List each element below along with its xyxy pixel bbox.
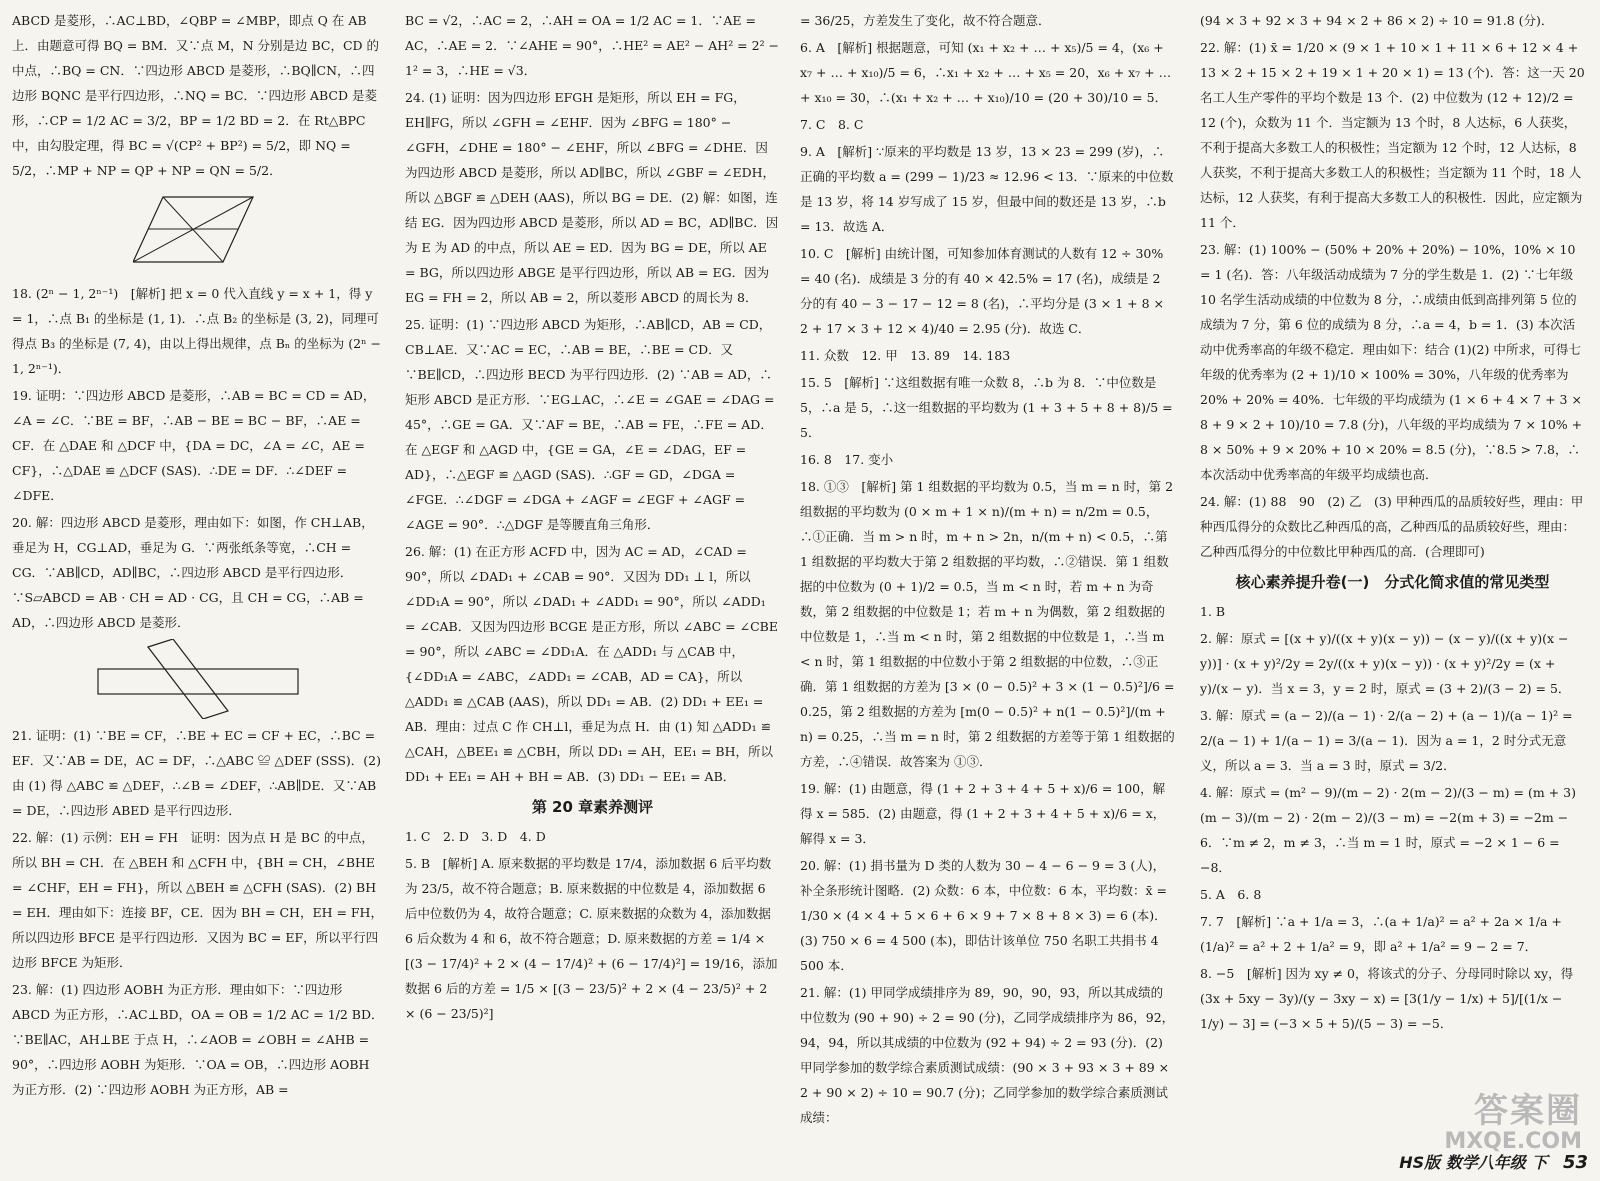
paragraph: 19. 解：(1) 由题意，得 (1 + 2 + 3 + 4 + 5 + x)/6 = 100，解得 x = 585．(2) 由题意，得 (1 + 2 + 3 + 4 + 5 + x)/6 = x，解得 x = 3． bbox=[800, 781, 1166, 846]
paragraph: 2. 解：原式 = [(x + y)/((x + y)(x − y)) − (x − y)/((x + y)(x − y))] · (x + y)²/2y = 2y/((x + y)(x − y)) · (x + y)²/2y = (x + y)/(x − y)．当 x = 3，y = 2 时，原式 = (3 + 2)/(3 − 2) = 5． bbox=[1200, 631, 1571, 696]
paragraph: 21. 证明：(1) ∵BE = CF，∴BE + EC = CF + EC，∴BC = EF．又∵AB = DE，AC = DF，∴△ABC ≌ △DEF (SSS)．(2) 由 (1) 得 △ABC ≌ △DEF，∴∠B = ∠DEF，∴AB∥DE．又∵AB = DE，∴四边形 ABED 是平行四边形． bbox=[12, 728, 381, 818]
paragraph: 16. 8 17. 变小 bbox=[800, 452, 894, 467]
section-title: 核心素养提升卷(一) 分式化简求值的常见类型 bbox=[1235, 573, 1550, 591]
rhombus-figure bbox=[133, 187, 263, 277]
paragraph: 23. 解：(1) 100% − (50% + 20% + 20%) − 10%，10% × 10 = 1 (名)．答：八年级活动成绩为 7 分的学生数是 1．(2) ∵七年级 10 名学生活动成绩的中位数为 8 分，∴成绩由低到高排列第 5 位的成绩为 7 分，第 6 位的成绩为 8 分，∴a = 4，b = 1．(3) 本次活动中优秀率高的年级不稳定．理由如下：结合 (1)(2) 中所求，可得七年级的优秀率为 (2 + 1)/10 × 100% = 30%，八年级的优秀率为 20% + 20% = 40%．七年级的平均成绩为 (1 × 6 + 4 × 7 + 3 × 8 + 9 × 2 + 10)/10 = 7.8 (分)，八年级的平均成绩为 7 × 10% + 8 × 50% + 9 × 20% + 10 × 20% = 8.5 (分)，∵8.5 > 7.8，∴本次活动中优秀率高的年级平均成绩也高． bbox=[1200, 242, 1583, 482]
paragraph: BC = √2，∴AC = 2，∴AH = OA = 1/2 AC = 1．∵AE = AC，∴AE = 2．∵∠AHE = 90°，∴HE² = AE² − AH² = 2² − 1² = 3，∴HE = √3． bbox=[405, 13, 780, 78]
paragraph: 18. (2ⁿ − 1, 2ⁿ⁻¹) [解析] 把 x = 0 代入直线 y = x + 1，得 y = 1，∴点 B₁ 的坐标是 (1, 1)．∴点 B₂ 的坐标是 (3, 2)，同理可得点 B₃ 的坐标是 (7, 4)，由以上得出规律，点 Bₙ 的坐标为 (2ⁿ − 1, 2ⁿ⁻¹)． bbox=[12, 286, 381, 376]
page-footer bbox=[1399, 1150, 1588, 1173]
paragraph: 10. C [解析] 由统计图，可知参加体育测试的人数有 12 ÷ 30% = 40 (名)．成绩是 3 分的有 40 × 42.5% = 17 (名)，成绩是 2 分的有 40 − 3 − 17 − 12 = 8 (名)，∴平均分是 (3 × 1 + 8 × 2 + 17 × 3 + 12 × 4)/40 = 2.95 (分)．故选 C． bbox=[800, 246, 1165, 336]
paragraph: 1. B bbox=[1200, 604, 1226, 619]
paragraph: 26. 解：(1) 在正方形 ACFD 中，因为 AC = AD，∠CAD = 90°，所以 ∠DAD₁ + ∠CAB = 90°．又因为 DD₁ ⊥ l，所以 ∠DD₁A = 90°，所以 ∠DAD₁ + ∠ADD₁ = 90°，所以 ∠ADD₁ = ∠CAB．又因为四边形 BCGE 是正方形，所以 ∠ABC = ∠CBE = 90°，所以 ∠ABC = ∠DD₁A．在 △ADD₁ 与 △CAB 中，{∠DD₁A = ∠ABC，∠ADD₁ = ∠CAB，AD = CA}，所以 △ADD₁ ≌ △CAB (AAS)，所以 DD₁ = AB．(2) DD₁ + EE₁ = AB．理由：过点 C 作 CH⊥l，垂足为点 H．由 (1) 知 △ADD₁ ≌ △CAH，△BEE₁ ≌ △CBH，所以 DD₁ = AH，EE₁ = BH，所以 DD₁ + EE₁ = AH + BH = AB．(3) DD₁ − EE₁ = AB． bbox=[405, 544, 778, 784]
column-2 bbox=[405, 8, 780, 1141]
watermark-line-2: MXQE.COM bbox=[1444, 1128, 1582, 1154]
paragraph: 23. 解：(1) 四边形 AOBH 为正方形．理由如下：∵四边形 ABCD 为正方形，∴AC⊥BD，OA = OB = 1/2 AC = 1/2 BD．∵BE∥AC，AH⊥BE 于点 H，∴∠AOB = ∠OBH = ∠AHB = 90°，∴四边形 AOBH 为矩形．∵OA = OB，∴四边形 AOBH 为正方形．(2) ∵四边形 AOBH 为正方形，AB = bbox=[12, 982, 384, 1097]
section-title: 第 20 章素养测评 bbox=[531, 798, 654, 816]
paragraph: 11. 众数 12. 甲 13. 89 14. 183 bbox=[800, 348, 1011, 363]
paragraph: 8. −5 [解析] 因为 xy ≠ 0，将该式的分子、分母同时除以 xy，得 (3x + 5xy − 3y)/(y − 3xy − x) = [3(1/y − 1/x) + 5]/[(1/x − 1/y) − 3] = (−3 × 5 + 5)/(5 − 3) = −5． bbox=[1200, 966, 1574, 1031]
paragraph: 7. 7 [解析] ∵a + 1/a = 3，∴(a + 1/a)² = a² + 2a × 1/a + (1/a)² = a² + 2 + 1/a² = 9，即 a² + 1/a² = 9 − 2 = 7． bbox=[1200, 914, 1562, 954]
paragraph: ABCD 是菱形，∴AC⊥BD，∠QBP = ∠MBP，即点 Q 在 AB 上．由题意可得 BQ = BM．又∵点 M，N 分别是边 BC，CD 的中点，∴BQ = CN．∵四边形 ABCD 是菱形，∴BQ∥CN，∴四边形 BQNC 是平行四边形，∴NQ = BC．∵四边形 ABCD 是菱形，∴CP = 1/2 AC = 3/2，BP = 1/2 BD = 2．在 Rt△BPC 中，由勾股定理，得 BC = √(CP² + BP²) = 5/2，即 NQ = 5/2，∴MP + NP = QP + NP = QN = 5/2． bbox=[12, 13, 380, 178]
paragraph: 4. 解：原式 = (m² − 9)/(m − 2) · 2(m − 2)/(3 − m) = (m + 3)(m − 3)/(m − 2) · 2(m − 2)/(3 − m) = −2(m + 3) = −2m − 6．∵m ≠ 2，m ≠ 3，∴当 m = 1 时，原式 = −2 × 1 − 6 = −8． bbox=[1200, 785, 1576, 875]
paragraph: 1. C 2. D 3. D 4. D bbox=[405, 829, 546, 844]
column-1 bbox=[12, 8, 384, 1141]
paragraph: 21. 解：(1) 甲同学成绩排序为 89，90，90，93，所以其成绩的中位数为 (90 + 90) ÷ 2 = 90 (分)，乙同学成绩排序为 86，92，94，94，所以其成绩的中位数为 (92 + 94) ÷ 2 = 93 (分)．(2) 甲同学参加的数学综合素质测试成绩：(90 × 3 + 93 × 3 + 89 × 2 + 90 × 2) ÷ 10 = 90.7 (分)；乙同学参加的数学综合素质测试成绩： bbox=[800, 985, 1175, 1125]
watermark bbox=[1444, 1091, 1582, 1154]
paper-strips-figure bbox=[88, 639, 308, 719]
paragraph: 19. 证明：∵四边形 ABCD 是菱形，∴AB = BC = CD = AD，∠A = ∠C．∵BE = BF，∴AB − BE = BC − BF，∴AE = CF．在 △DAE 和 △DCF 中，{DA = DC，∠A = ∠C，AE = CF}，∴△DAE ≌ △DCF (SAS)．∴DE = DF．∴∠DEF = ∠DFE． bbox=[12, 388, 376, 503]
paragraph: 18. ①③ [解析] 第 1 组数据的平均数为 0.5，当 m = n 时，第 2 组数据的平均数为 (0 × m + 1 × n)/(m + n) = n/2m = 0.5，∴①正确．当 m > n 时，m + n > 2n，n/(m + n) < 0.5，∴第 1 组数据的平均数大于第 2 组数据的平均数，∴②错误．第 1 组数据的中位数为 (0 + 1)/2 = 0.5，当 m < n 时，若 m + n 为奇数，第 2 组数据的中位数是 1；若 m + n 为偶数，第 2 组数据的中位数是 1，∴当 m < n 时，第 2 组数据的中位数是 1，∴当 m < n 时，第 1 组数据的中位数小于第 2 组数据的中位数，∴③正确．第 1 组数据的方差为 [3 × (0 − 0.5)² + 3 × (1 − 0.5)²]/6 = 0.25，第 2 组数据的方差为 [m(0 − 0.5)² + n(1 − 0.5)²]/(m + n) = 0.25，∴当 m = n 时，第 2 组数据的方差等于第 1 组数据的方差，∴④错误．故答案为 ①③． bbox=[800, 479, 1175, 769]
paragraph: 7. C 8. C bbox=[800, 117, 864, 132]
watermark-line-1: 答案圈 bbox=[1474, 1091, 1582, 1132]
paragraph: 15. 5 [解析] ∵这组数据有唯一众数 8，∴b 为 8．∵中位数是 5，∴a 是 5，∴这一组数据的平均数为 (1 + 3 + 5 + 8 + 8)/5 = 5． bbox=[800, 375, 1173, 440]
paragraph: = 36/25，方差发生了变化，故不符合题意． bbox=[800, 13, 1051, 28]
paragraph: 22. 解：(1) 示例：EH = FH 证明：因为点 H 是 BC 的中点，所以 BH = CH．在 △BEH 和 △CFH 中，{BH = CH，∠BHE = ∠CHF，EH = FH}，所以 △BEH ≌ △CFH (SAS)．(2) BH = EH．理由如下：连接 BF，CE．因为 BH = CH，EH = FH，所以四边形 BFCE 是平行四边形．又因为 BC = EF，所以平行四边形 BFCE 为矩形． bbox=[12, 830, 383, 970]
paragraph: 24. 解：(1) 88 90 (2) 乙 (3) 甲种西瓜的品质较好些，理由：甲种西瓜得分的众数比乙种西瓜的高，乙种西瓜的品质较好些，理由：乙种西瓜得分的中位数比甲种西瓜的高．(合理即可) bbox=[1200, 494, 1584, 559]
edition-label: HS版 bbox=[1399, 1153, 1441, 1172]
paragraph: 6. A [解析] 根据题意，可知 (x₁ + x₂ + … + x₅)/5 = 4，(x₆ + x₇ + … + x₁₀)/5 = 6，∴x₁ + x₂ + … + x₅ = 20，x₆ + x₇ + … + x₁₀ = 30，∴(x₁ + x₂ + … + x₁₀)/10 = (20 + 30)/10 = 5． bbox=[800, 40, 1172, 105]
paragraph: 20. 解：(1) 捐书量为 D 类的人数为 30 − 4 − 6 − 9 = 3 (人)，补全条形统计图略．(2) 众数：6 本，中位数：6 本，平均数：x̄ = 1/30 × (4 × 4 + 5 × 6 + 6 × 9 + 7 × 8 + 8 × 3) = 6 (本)．(3) 750 × 6 = 4 500 (本)，即估计该单位 750 名职工共捐书 4 500 本． bbox=[800, 858, 1168, 973]
paragraph: 22. 解：(1) x̄ = 1/20 × (9 × 1 + 10 × 1 + 11 × 6 + 12 × 4 + 13 × 2 + 15 × 2 + 19 × 1 + 20 × 1) = 13 (个)．答：这一天 20 名工人生产零件的平均个数是 13 个．(2) 中位数为 (12 + 12)/2 = 12 (个)，众数为 11 个．当定额为 13 个时，8 人达标，6 人获奖，不利于提高大多数工人的积极性；当定额为 12 个时，12 人达标，8 人获奖，不利于提高大多数工人的积极性；当定额为 11 个时，18 人达标，12 人获奖，有利于提高大多数工人的积极性．因此，应定额为 11 个． bbox=[1200, 40, 1585, 230]
volume-label: 下 bbox=[1531, 1153, 1548, 1172]
paragraph: 20. 解：四边形 ABCD 是菱形，理由如下：如图，作 CH⊥AB，垂足为 H，CG⊥AD，垂足为 G．∵两张纸条等宽，∴CH = CG．∵AB∥CD，AD∥BC，∴四边形 ABCD 是平行四边形．∵S▱ABCD = AB · CH = AD · CG，且 CH = CG，∴AB = AD，∴四边形 ABCD 是菱形． bbox=[12, 515, 374, 630]
subject-label: 数学八年级 bbox=[1445, 1153, 1526, 1172]
paragraph: 24. (1) 证明：因为四边形 EFGH 是矩形，所以 EH = FG，EH∥FG，所以 ∠GFH = ∠EHF．因为 ∠BFG = 180° − ∠GFH，∠DHE = 180° − ∠EHF，所以 ∠BFG = ∠DHE．因为四边形 ABCD 是菱形，所以 AD∥BC，所以 ∠GBF = ∠EDH，所以 △BGF ≌ △DEH (AAS)，所以 BG = DE．(2) 解：如图，连结 EG．因为四边形 ABCD 是菱形，所以 AD = BC，AD∥BC．因为 E 为 AD 的中点，所以 AE = ED．因为 BG = DE，所以 AE = BG，所以四边形 ABGE 是平行四边形，所以 AB = EG．因为 EG = FH = 2，所以 AB = 2，所以菱形 ABCD 的周长为 8． bbox=[405, 90, 779, 305]
paragraph: (94 × 3 + 92 × 3 + 94 × 2 + 86 × 2) ÷ 10 = 91.8 (分)． bbox=[1200, 13, 1554, 28]
column-4 bbox=[1200, 8, 1585, 1141]
paragraph: 3. 解：原式 = (a − 2)/(a − 1) · 2/(a − 2) + (a − 1)/(a − 1)² = 2/(a − 1) + 1/(a − 1) = 3/(a − 1)．因为 a = 1，2 时分式无意义，所以 a = 3．当 a = 3 时，原式 = 3/2． bbox=[1200, 708, 1573, 773]
column-3 bbox=[800, 8, 1175, 1141]
page-number: 53 bbox=[1562, 1152, 1588, 1173]
paragraph: 5. A 6. 8 bbox=[1200, 887, 1262, 902]
paragraph: 9. A [解析] ∵原来的平均数是 13 岁，13 × 23 = 299 (岁)，∴正确的平均数 a = (299 − 1)/23 ≈ 12.96 < 13．∵原来的中位数是 13 岁，将 14 岁写成了 15 岁，但最中间的数还是 13 岁，∴b = 13．故选 A． bbox=[800, 144, 1174, 234]
paragraph: 5. B [解析] A. 原来数据的平均数是 17/4，添加数据 6 后平均数为 23/5，故不符合题意；B. 原来数据的中位数是 4，添加数据 6 后中位数仍为 4，故符合题意；C. 原来数据的众数为 4，添加数据 6 后众数为 4 和 6，故不符合题意；D. 原来数据的方差 = 1/4 × [(3 − 17/4)² + 2 × (4 − 17/4)² + (6 − 17/4)²] = 19/16，添加数据 6 后的方差 = 1/5 × [(3 − 23/5)² + 2 × (4 − 23/5)² + 2 × (6 − 23/5)²] bbox=[405, 856, 778, 1021]
paragraph: 25. 证明：(1) ∵四边形 ABCD 为矩形，∴AB∥CD，AB = CD，CB⊥AE．又∵AC = EC，∴AB = BE，∴BE = CD．又∵BE∥CD，∴四边形 BECD 为平行四边形．(2) ∵AB = AD，∴矩形 ABCD 是正方形．∵EG⊥AC，∴∠E = ∠GAE = ∠DAG = 45°，∴GE = GA．又∵AF = BE，∴AB = FE，∴FE = AD．在 △EGF 和 △AGD 中，{GE = GA，∠E = ∠DAG，EF = AD}，∴△EGF ≌ △AGD (SAS)．∴GF = GD，∠DGA = ∠FGE．∴∠DGF = ∠DGA + ∠AGF = ∠EGF + ∠AGF = ∠AGE = 90°．∴△DGF 是等腰直角三角形． bbox=[405, 317, 775, 532]
